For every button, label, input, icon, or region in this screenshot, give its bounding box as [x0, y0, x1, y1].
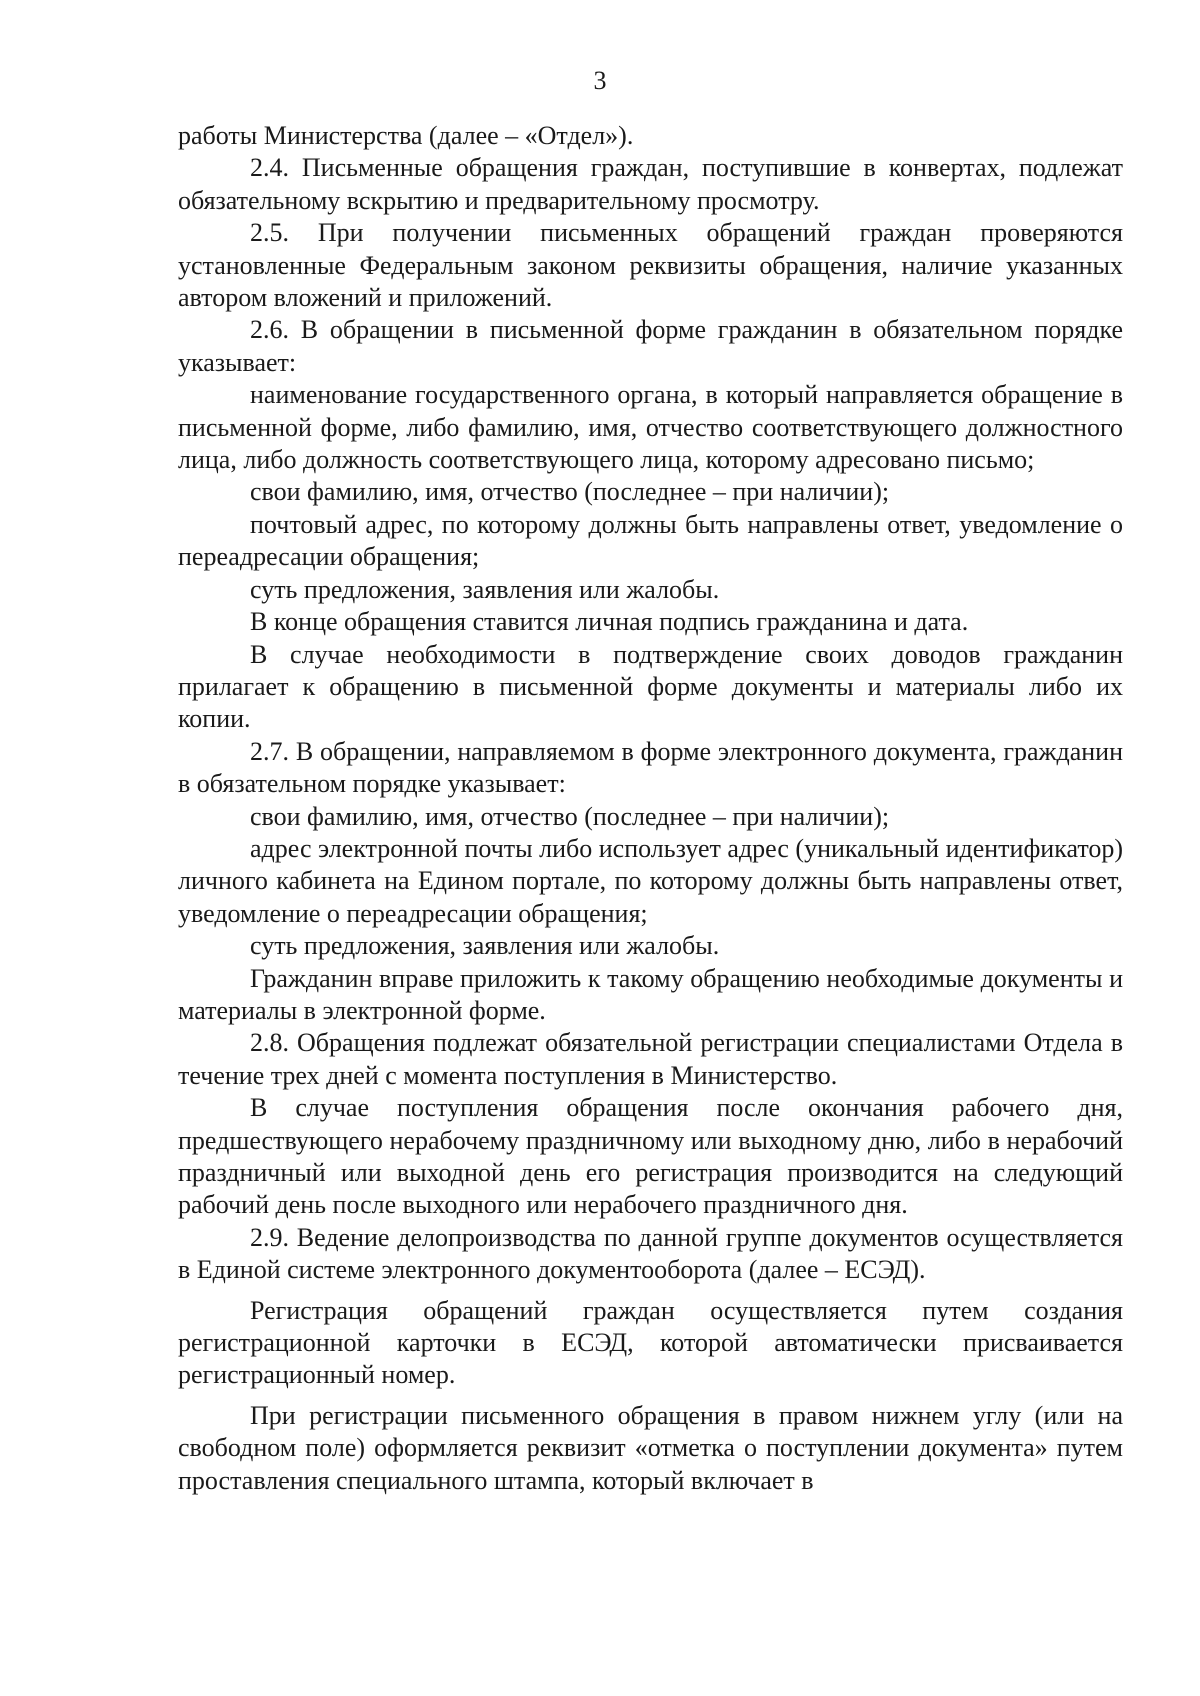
paragraph: суть предложения, заявления или жалобы.	[250, 574, 720, 604]
page-number: 3	[593, 66, 607, 95]
paragraph: В случае необходимости в подтверждение своих доводов гражданин прилагает к обращению в письменной форме документы и материалы либо их копии.	[178, 639, 1123, 734]
paragraph: адрес электронной почты либо использует адрес (уникальный идентификатор) личного кабинета на Едином портале, по которому должны быть направлены ответ, уведомление о переадресации обращения;	[178, 833, 1123, 928]
paragraph-2-5: 2.5. При получении письменных обращений граждан проверяются установленные Федеральным законом реквизиты обращения, наличие указанных автором вложений и приложений.	[178, 218, 1123, 313]
paragraph-2-7: 2.7. В обращении, направляемом в форме электронного документа, гражданин в обязательном порядке указывает:	[178, 736, 1123, 799]
paragraph: почтовый адрес, по которому должны быть направлены ответ, уведомление о переадресации обращения;	[178, 509, 1123, 572]
paragraph: Гражданин вправе приложить к такому обращению необходимые документы и материалы в электронной форме.	[178, 963, 1123, 1025]
paragraph: свои фамилию, имя, отчество (последнее – при наличии);	[250, 477, 890, 507]
paragraph: В случае поступления обращения после окончания рабочего дня, предшествующего нерабочему праздничному или выходному дню, либо в нерабочий праздничный или выходной день его регистрация производится на следующий рабочий день после выходного или нерабочего праздничного дня.	[178, 1093, 1123, 1220]
paragraph: Регистрация обращений граждан осуществляется путем создания регистрационной карточки в ЕСЭД, которой автоматически присваивается регистрационный номер.	[178, 1295, 1123, 1390]
paragraph: суть предложения, заявления или жалобы.	[250, 931, 720, 961]
paragraph-2-4: 2.4. Письменные обращения граждан, поступившие в конвертах, подлежат обязательному вскрытию и предварительному просмотру.	[178, 153, 1123, 215]
paragraph-2-9: 2.9. Ведение делопроизводства по данной группе документов осуществляется в Единой системе электронного документооборота (далее – ЕСЭД).	[178, 1222, 1123, 1285]
document-body	[178, 120, 1123, 1497]
paragraph: наименование государственного органа, в который направляется обращение в письменной форме, либо фамилию, имя, отчество соответствующего должностного лица, либо должность соответствующего лица, которому адресовано письмо;	[178, 380, 1123, 475]
paragraph: При регистрации письменного обращения в правом нижнем углу (или на свободном поле) оформляется реквизит «отметка о поступлении документа» путем проставления специального штампа, который включает в	[178, 1400, 1123, 1495]
paragraph: работы Министерства (далее – «Отдел»).	[178, 121, 634, 150]
paragraph-2-8: 2.8. Обращения подлежат обязательной регистрации специалистами Отдела в течение трех дней с момента поступления в Министерство.	[178, 1028, 1123, 1090]
paragraph: свои фамилию, имя, отчество (последнее – при наличии);	[250, 801, 890, 831]
paragraph-2-6: 2.6. В обращении в письменной форме гражданин в обязательном порядке указывает:	[178, 315, 1123, 377]
paragraph: В конце обращения ставится личная подпись гражданина и дата.	[250, 607, 969, 637]
